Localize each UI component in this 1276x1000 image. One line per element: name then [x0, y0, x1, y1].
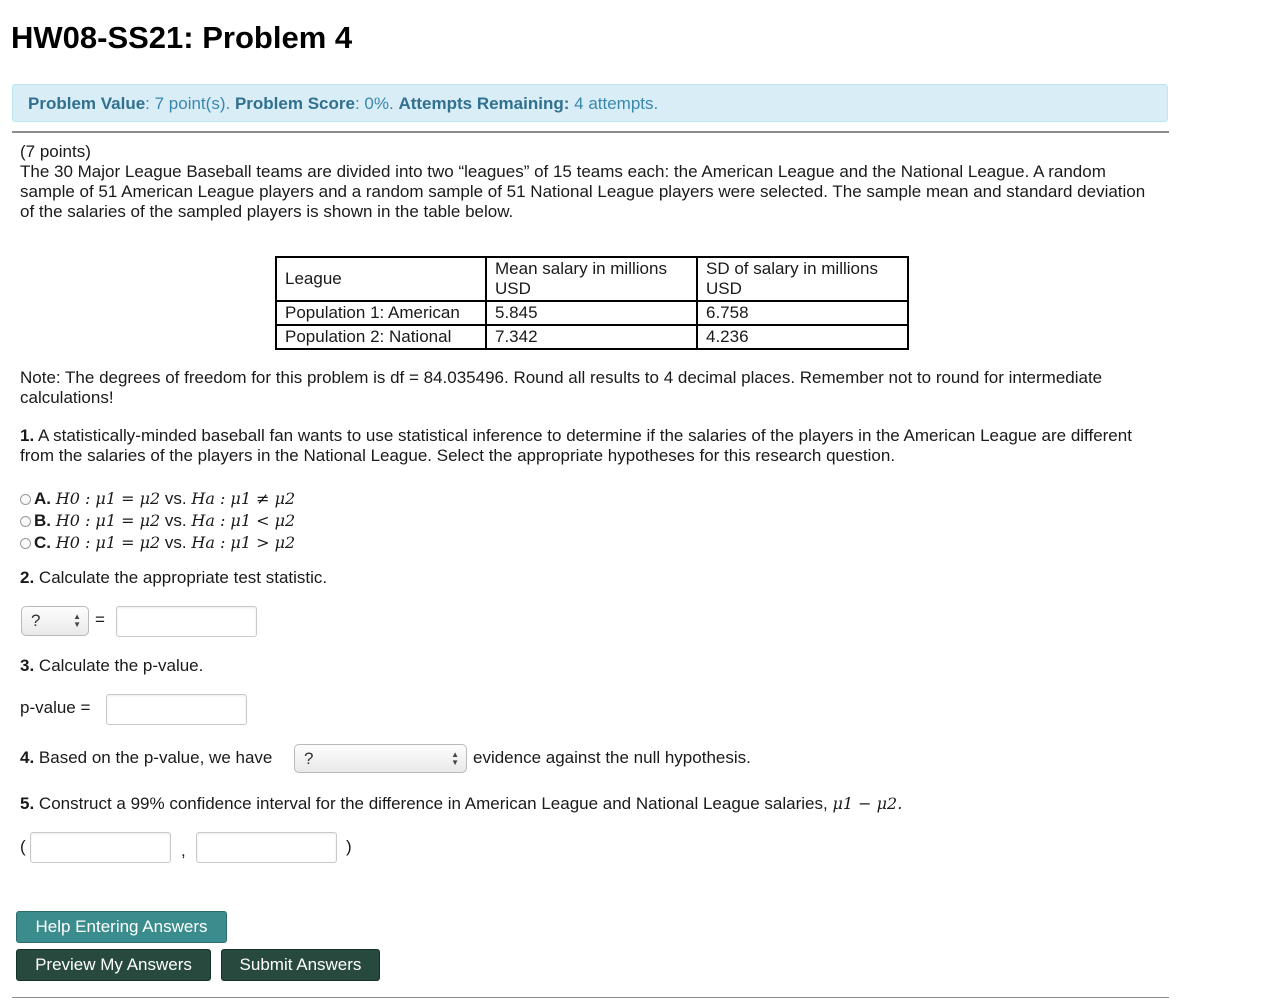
choice-a[interactable] [20, 488, 295, 510]
question-text: Construct a 99% confidence interval for the difference in American League and National League salaries, [38, 794, 828, 813]
page-title: HW08-SS21: Problem 4 [11, 20, 353, 55]
choice-letter: B. [34, 511, 51, 530]
comma: , [181, 841, 186, 860]
table-cell: 7.342 [486, 325, 697, 349]
question-number: 4. [20, 748, 35, 767]
table-row [276, 301, 908, 325]
table-cell: 6.758 [697, 301, 908, 325]
problem-score-text: : 0%. [354, 94, 394, 113]
choice-b[interactable] [20, 510, 295, 532]
table-header-cell: Mean salary in millions USD [486, 257, 697, 301]
table-row [276, 325, 908, 349]
equals-sign: = [95, 610, 105, 629]
attempts-remaining-label: Attempts Remaining: [398, 94, 570, 113]
question-number: 3. [20, 656, 35, 675]
problem-value-label: Problem Value [28, 94, 146, 113]
test-statistic-input[interactable] [116, 606, 257, 637]
question-text: Calculate the p-value. [38, 656, 204, 675]
preview-answers-button[interactable]: Preview My Answers [16, 949, 211, 981]
choice-letter: C. [34, 533, 51, 552]
choice-letter: A. [34, 489, 51, 508]
open-paren: ( [20, 837, 26, 856]
footer-divider [12, 997, 1169, 998]
problem-points: (7 points) [20, 142, 91, 161]
problem-status-bar [12, 84, 1168, 122]
choice-vs: vs. [164, 489, 187, 508]
header-divider [12, 131, 1169, 133]
question-1 [20, 426, 1160, 466]
select-value: ? [31, 611, 41, 630]
choice-h0: H0 : μ1 = μ2 [55, 511, 161, 530]
select-arrows-icon: ▲ ▼ [451, 749, 459, 767]
submit-answers-button[interactable]: Submit Answers [221, 949, 380, 981]
choice-vs: vs. [164, 511, 187, 530]
question-4 [20, 748, 272, 768]
choice-vs: vs. [164, 533, 187, 552]
choice-ha: Ha : μ1 ≠ μ2 [191, 489, 296, 508]
test-statistic-select[interactable] [21, 606, 89, 636]
question-number: 5. [20, 794, 35, 813]
question-number: 2. [20, 568, 35, 587]
question-number: 1. [20, 426, 35, 445]
question-math: μ1 − μ2. [832, 794, 903, 813]
ci-upper-input[interactable] [196, 832, 337, 863]
question-4-suffix: evidence against the null hypothesis. [473, 748, 751, 767]
help-entering-answers-button[interactable]: Help Entering Answers [16, 911, 227, 943]
choice-c[interactable] [20, 532, 295, 554]
note-text: Note: The degrees of freedom for this problem is df = 84.035496. Round all results to 4 decimal places. Remember not to round for intermediate calculations! [20, 368, 1103, 407]
problem-value-text: : 7 point(s). [145, 94, 231, 113]
choice-ha: Ha : μ1 < μ2 [191, 511, 296, 530]
question-2 [20, 568, 327, 588]
table-header-row [276, 257, 908, 301]
evidence-select[interactable] [294, 744, 467, 773]
table-header-cell: League [276, 257, 486, 301]
table-cell: Population 1: American [276, 301, 486, 325]
hypothesis-choices [20, 488, 295, 554]
question-5 [20, 794, 902, 814]
radio-button[interactable] [20, 494, 31, 505]
radio-button[interactable] [20, 538, 31, 549]
p-value-label: p-value = [20, 698, 91, 717]
salary-table [275, 256, 909, 350]
radio-button[interactable] [20, 516, 31, 527]
table-cell: 4.236 [697, 325, 908, 349]
table-header-cell: SD of salary in millions USD [697, 257, 908, 301]
problem-body [20, 142, 1160, 222]
select-arrows-icon: ▲ ▼ [73, 612, 81, 629]
choice-h0: H0 : μ1 = μ2 [55, 489, 161, 508]
table-cell: Population 2: National [276, 325, 486, 349]
question-text: Based on the p-value, we have [38, 748, 273, 767]
question-3 [20, 656, 203, 676]
question-text: Calculate the appropriate test statistic. [38, 568, 328, 587]
table-cell: 5.845 [486, 301, 697, 325]
problem-score-label: Problem Score [234, 94, 355, 113]
close-paren: ) [346, 837, 352, 856]
choice-h0: H0 : μ1 = μ2 [55, 533, 161, 552]
p-value-input[interactable] [106, 694, 247, 725]
question-text: A statistically-minded baseball fan wants to use statistical inference to determine if the salaries of the players in the American League are different from the salaries of the players in the National League. Select the appropriate hypotheses for this research question. [20, 426, 1132, 465]
select-value: ? [304, 749, 314, 768]
problem-intro: The 30 Major League Baseball teams are divided into two “leagues” of 15 teams each: the American League and the National League. A random sample of 51 American League players and a random sample of 51 National League players were selected. The sample mean and standard deviation of the salaries of the sampled players is shown in the table below. [20, 162, 1146, 221]
ci-lower-input[interactable] [30, 832, 171, 863]
choice-ha: Ha : μ1 > μ2 [191, 533, 296, 552]
attempts-remaining-text: 4 attempts. [574, 94, 659, 113]
